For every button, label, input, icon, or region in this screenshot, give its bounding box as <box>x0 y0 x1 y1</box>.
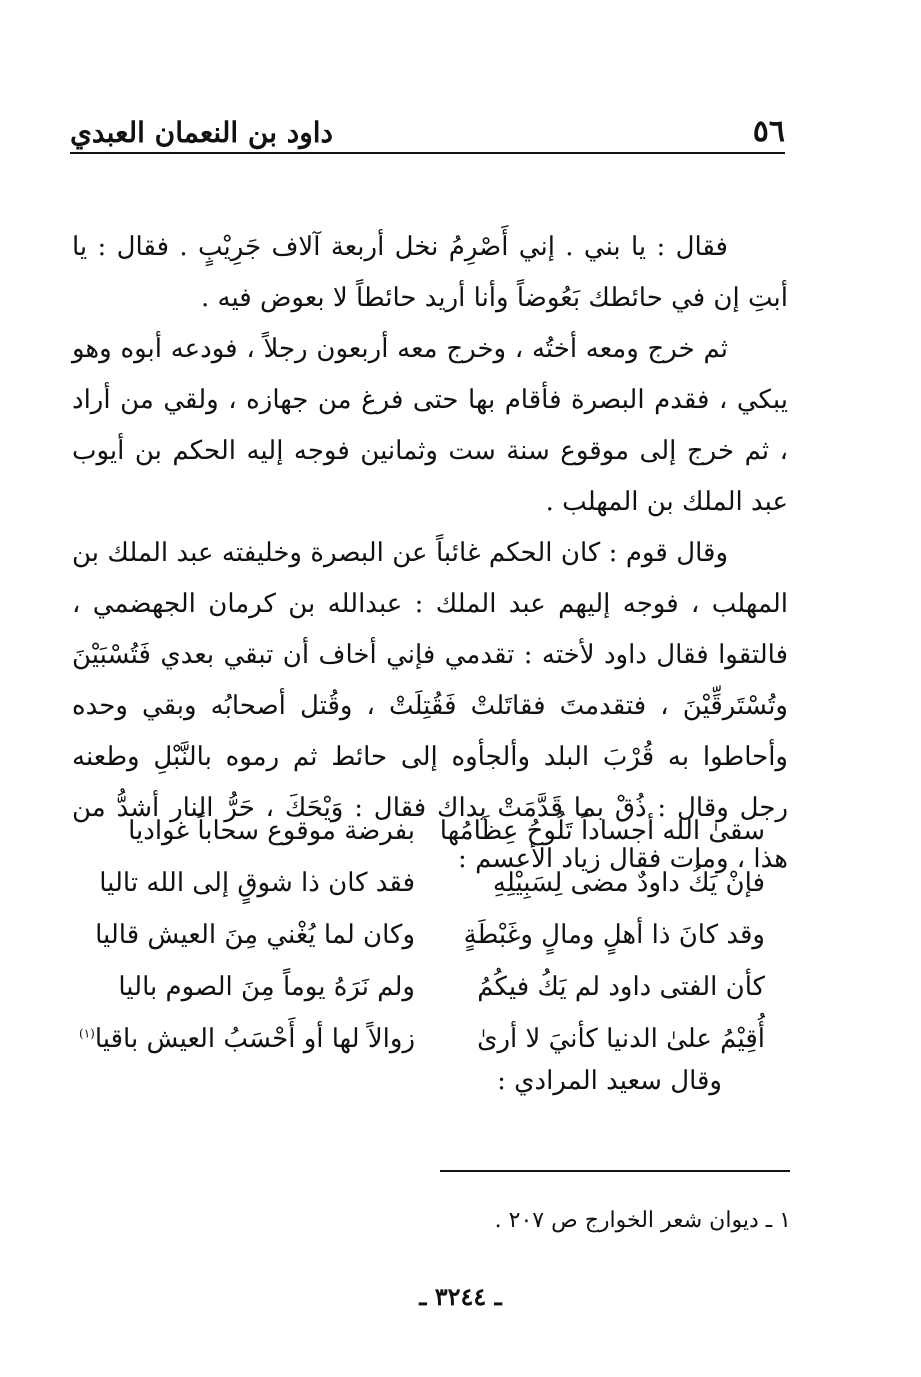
header-divider <box>70 152 785 154</box>
verse-second-hemistich <box>79 1024 415 1054</box>
verse-second-hemistich-text: زوالاً لها أو أَحْسَبُ العيش باقيا <box>94 1024 415 1054</box>
footnote-divider <box>440 1170 790 1172</box>
verse-first-hemistich: فإنْ يَكُ داودٌ مضى لِسَبِيْلِهِ <box>492 868 765 898</box>
running-header <box>70 108 785 152</box>
poem-verse <box>95 972 765 1024</box>
verse-second-hemistich: بفرضة موقوع سحاباً غواديا <box>128 816 415 846</box>
poem-verse <box>95 868 765 920</box>
folio-number: ـ ٣٢٤٤ ـ <box>419 1282 502 1311</box>
poem-outro: وقال سعيد المرادي : <box>497 1066 722 1096</box>
verse-first-hemistich: سقىٰ الله أجساداً تَلُوحُ عِظَامُها <box>439 816 765 846</box>
poem-verse <box>95 816 765 868</box>
footnote: ١ ـ ديوان شعر الخوارج ص ٢٠٧ . <box>494 1208 791 1233</box>
verse-first-hemistich: كأن الفتى داود لم يَكُ فيكُمُ <box>477 972 765 1002</box>
header-page-number: ٥٦ <box>752 114 785 149</box>
main-text <box>72 222 788 885</box>
poem-verse <box>95 920 765 972</box>
running-title: داود بن النعمان العبدي <box>70 116 334 149</box>
footnote-marker: (١) <box>79 1026 95 1041</box>
verse-second-hemistich: ولم نَرَهُ يوماً مِنَ الصوم باليا <box>118 972 415 1002</box>
paragraph-3: وقال قوم : كان الحكم غائباً عن البصرة وخليفته عبد الملك بن المهلب ، فوجه إليهم عبد الملك : عبدالله بن كرمان الجهضمي ، فالتقوا فقال داود لأخته : تقدمي فإني أخاف أن تبقي بعدي فَتُسْبَيْنَ وتُسْتَرقِّيْنَ ، فتقدمتَ فقاتَلتْ فَقُتِلَتْ ، وقُتل أصحابُه وبقي وحده وأحاطوا به قُرْبَ البلد وألجأوه إلى حائط ثم رموه بالنَّبْلِ وطعنه رجل وقال : ذُقْ بما قَدَّمَتْ يداك فقال : وَيْحَكَ ، حَرُّ النار أشدُّ من هذا ، ومات فقال زياد الأعسم : <box>72 538 788 874</box>
verse-second-hemistich: فقد كان ذا شوقٍ إلى الله تاليا <box>99 868 415 898</box>
paragraph-2: ثم خرج ومعه أختُه ، وخرج معه أربعون رجلاً ، فودعه أبوه وهو يبكي ، فقدم البصرة فأقام بها حتى فرغ من جهازه ، ولقي من أراد ، ثم خرج إلى موقوع سنة ست وثمانين فوجه إليه الحكم بن أيوب عبد الملك بن المهلب . <box>72 334 788 517</box>
verse-second-hemistich: وكان لما يُغْني مِنَ العيش قاليا <box>95 920 415 950</box>
verse-first-hemistich: وقد كانَ ذا أهلٍ ومالٍ وغَبْطَةٍ <box>463 920 765 950</box>
verse-first-hemistich: أُقِيْمُ علىٰ الدنيا كأنيَ لا أرىٰ <box>477 1024 765 1054</box>
poem <box>79 816 765 1076</box>
paragraph-1: فقال : يا بني . إني أَصْرِمُ نخل أربعة آلاف جَرِيْبٍ . فقال : يا أبتِ إن في حائطك بَعُوضاً وأنا أريد حائطاً لا بعوض فيه . <box>72 232 788 313</box>
